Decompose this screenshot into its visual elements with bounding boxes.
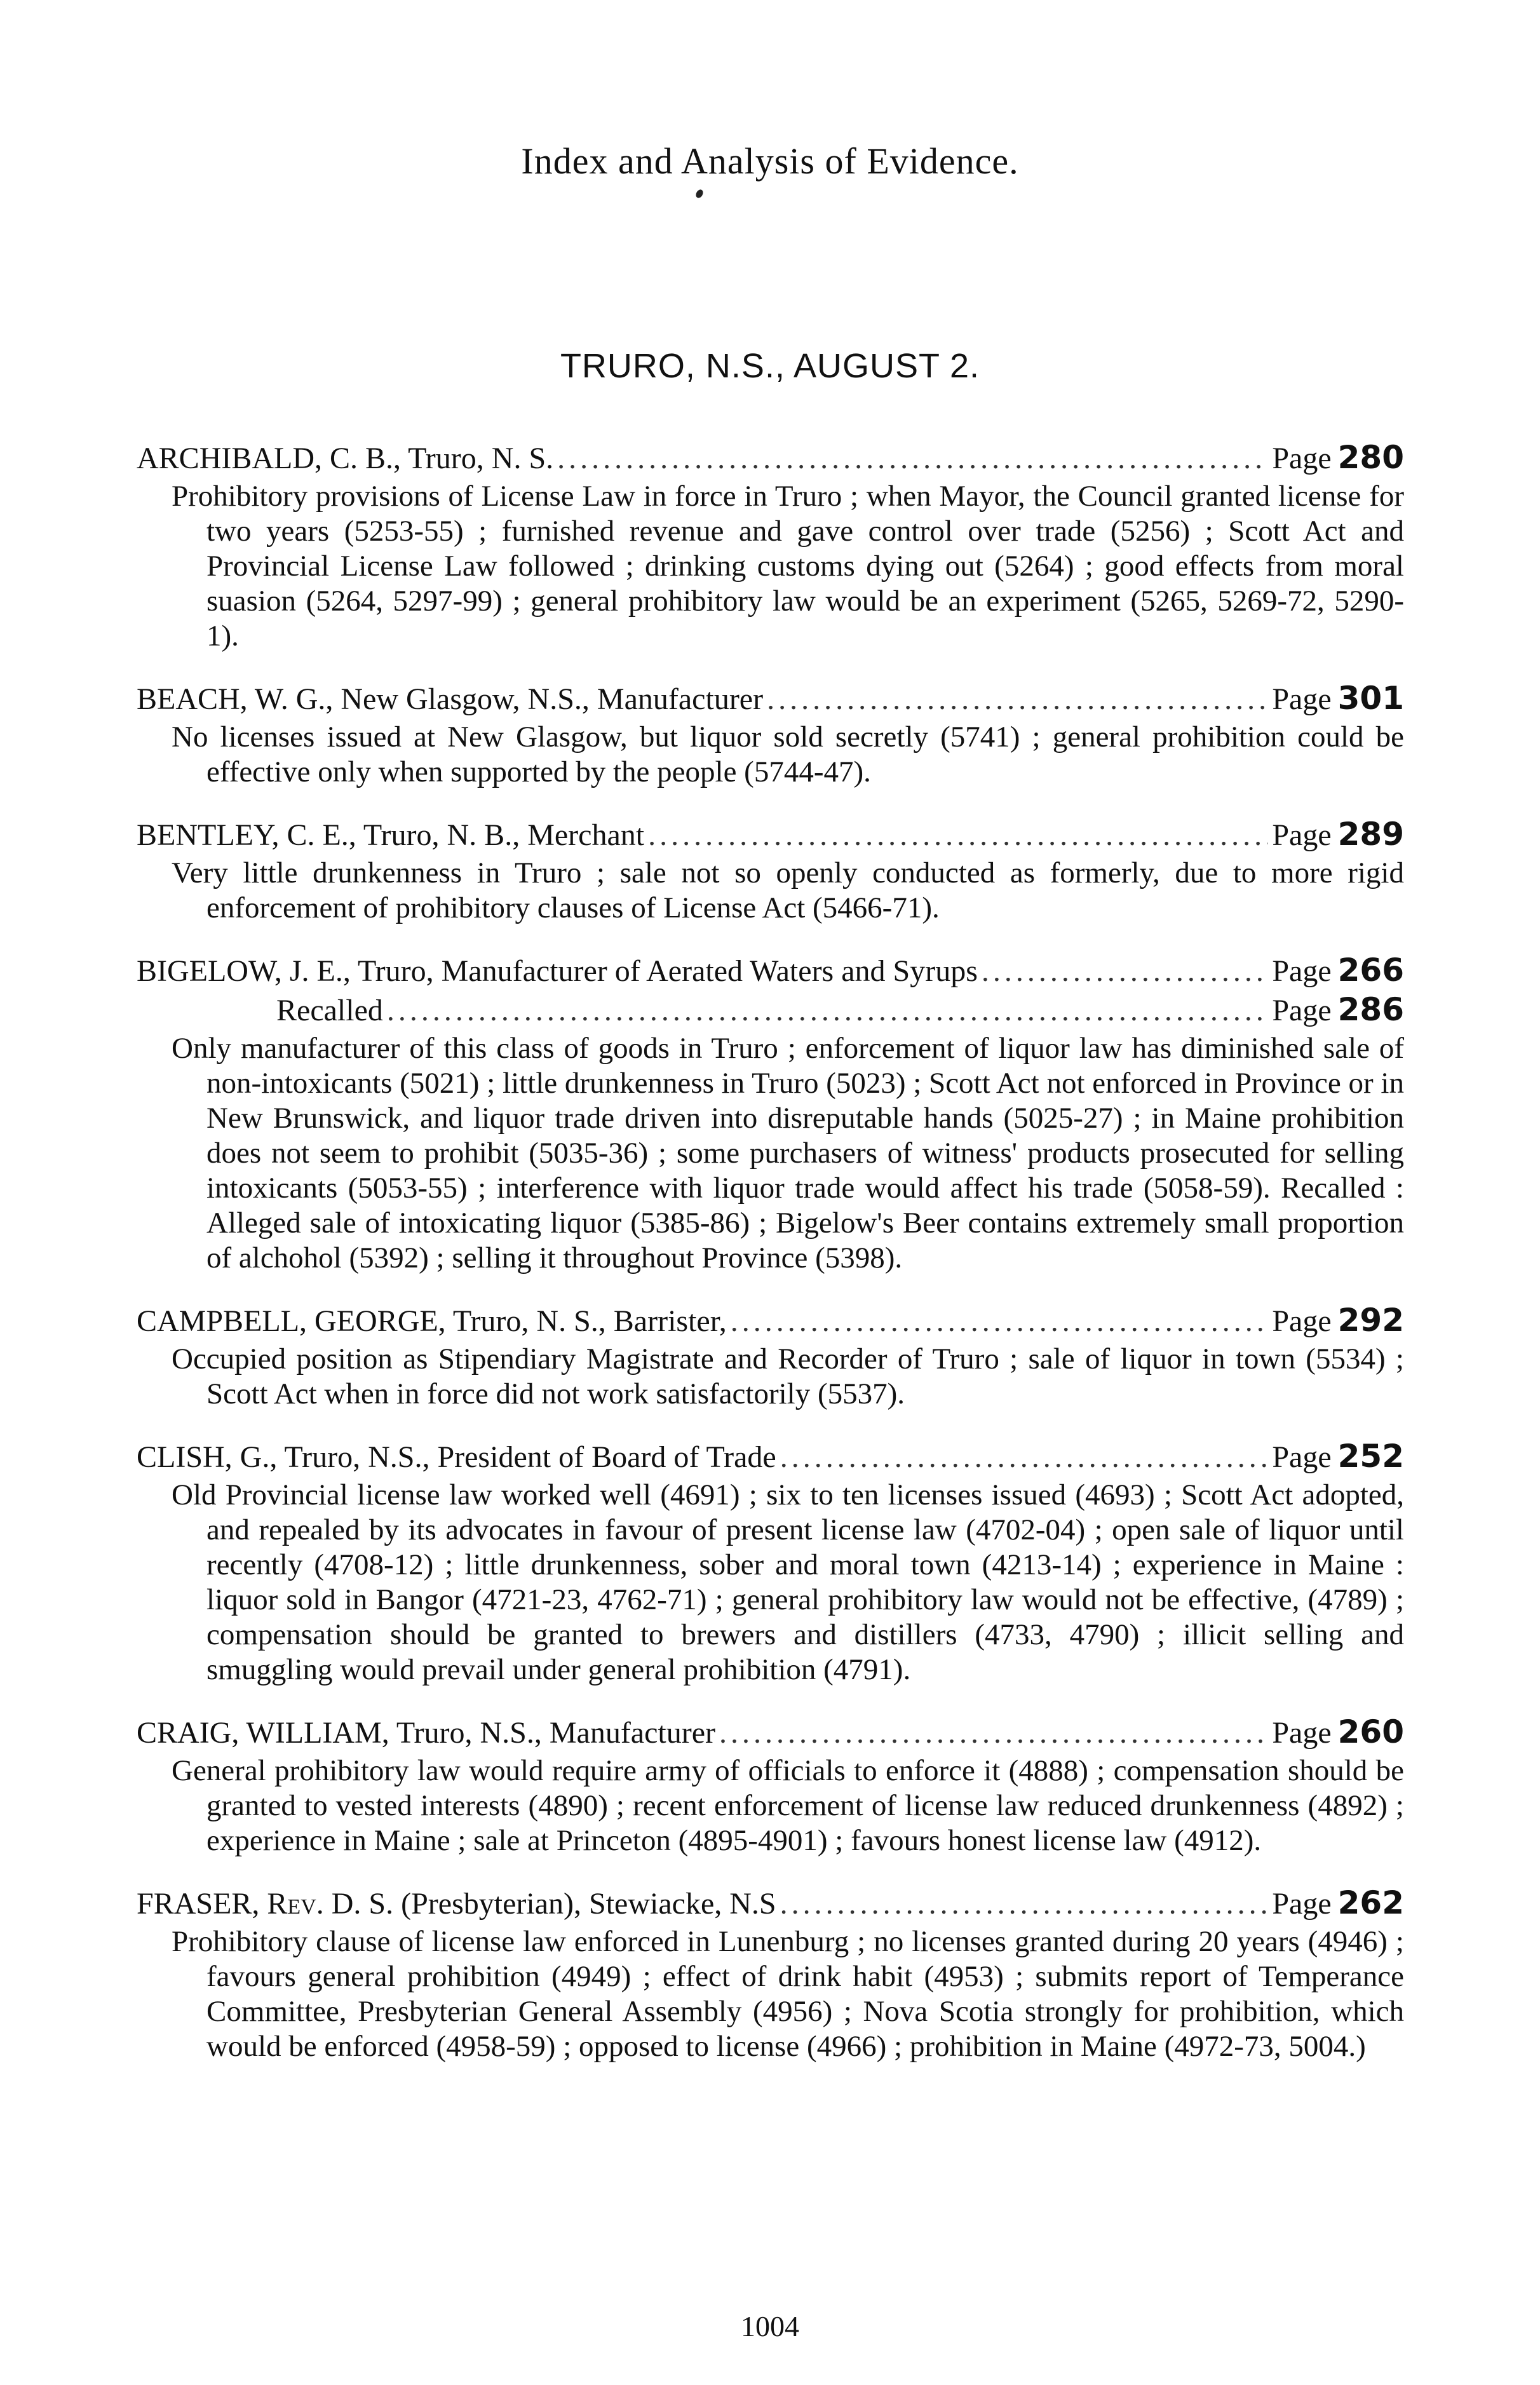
witness-name: BEACH, W. G., New Glasgow, N.S., Manufacturer xyxy=(137,682,764,716)
dot-leader xyxy=(767,680,1268,719)
page-reference xyxy=(1272,951,1404,990)
entry-heading xyxy=(137,951,1404,990)
page-title: Index and Analysis of Evidence. xyxy=(521,140,1019,182)
entry-craig xyxy=(137,1713,1404,1858)
page-label: Page xyxy=(1272,954,1332,988)
witness-name: ARCHIBALD, C. B., Truro, N. S. xyxy=(137,442,554,475)
entry-heading xyxy=(137,679,1404,719)
page-label: Page xyxy=(1272,1440,1332,1474)
page-label: Page xyxy=(1272,1716,1332,1750)
evidence-summary: Prohibitory provisions of License Law in force in Truro ; when Mayor, the Council granted license for two years (5253-55) ; furnished revenue and gave control over trade (5256) ; Scott Act and Provincial License Law followed ; drinking customs dying out (5264) ; good effects from moral suasion (5264, 5297-99) ; general prohibitory law would be an experiment (5265, 5269-72, 5290-1). xyxy=(172,480,1404,652)
witness-name xyxy=(137,1885,776,1923)
evidence-summary: Only manufacturer of this class of goods in Truro ; enforcement of liquor law has diminished sale of non-intoxicants (5021) ; little drunkenness in Truro (5023) ; Scott Act not enforced in Province or in New Brunswick, and liquor trade driven into disreputable hands (5025-27) ; in Maine prohibition does not seem to prohibit (5035-36) ; some purchasers of witness' products prosecuted for selling intoxicants (5053-55) ; interference with liquor trade would affect his trade (5058-59). Recalled : Alleged sale of intoxicating liquor (5385-86) ; Bigelow's Beer contains extremely small proportion of alchohol (5392) ; selling it throughout Province (5398). xyxy=(172,1032,1404,1274)
page-label: Page xyxy=(1272,442,1332,475)
page-label: Page xyxy=(1272,1304,1332,1338)
witness-name: BENTLEY, C. E., Truro, N. B., Merchant xyxy=(137,818,645,852)
page-label: Page xyxy=(1272,818,1332,852)
entry-heading xyxy=(137,1301,1404,1341)
dot-leader xyxy=(731,1302,1269,1341)
name-part: FRASER, xyxy=(137,1887,267,1921)
recalled-heading xyxy=(137,990,1404,1030)
page-reference xyxy=(1272,1713,1404,1752)
entry-heading xyxy=(137,1713,1404,1752)
page-reference xyxy=(1272,1301,1404,1341)
dot-leader xyxy=(982,952,1268,990)
page-reference xyxy=(1272,1437,1404,1476)
page-reference xyxy=(1272,438,1404,478)
page-reference xyxy=(1272,679,1404,719)
page-number: 262 xyxy=(1337,1884,1404,1921)
witness-name: BIGELOW, J. E., Truro, Manufacturer of Aerated Waters and Syrups xyxy=(137,954,978,988)
page-number: 252 xyxy=(1337,1438,1404,1475)
title-rev: Rev. xyxy=(267,1887,324,1921)
witness-name: CLISH, G., Truro, N.S., President of Board of Trade xyxy=(137,1440,776,1474)
page-number: 301 xyxy=(1337,680,1404,717)
name-part: D. S. (Presbyterian), Stewiacke, N.S xyxy=(323,1887,776,1921)
page-reference xyxy=(1272,1884,1404,1923)
recalled-label: Recalled xyxy=(276,994,383,1027)
dot-leader xyxy=(557,440,1268,478)
ink-speck xyxy=(694,188,705,199)
page-number: 292 xyxy=(1337,1302,1404,1339)
dot-leader xyxy=(719,1714,1268,1752)
page-label: Page xyxy=(1272,994,1332,1027)
page-reference xyxy=(1272,815,1404,855)
evidence-summary: Prohibitory clause of license law enforced in Lunenburg ; no licenses granted during 20 years (4946) ; favours general prohibition (4949) ; effect of drink habit (4953) ; submits report of Temperance Committee, Presbyterian General Assembly (4956) ; Nova Scotia strongly for prohibition, which would be enforced (4958-59) ; opposed to license (4966) ; prohibition in Maine (4972-73, 5004.) xyxy=(172,1925,1404,2063)
page-reference xyxy=(1272,990,1404,1030)
page-label: Page xyxy=(1272,682,1332,716)
entry-heading xyxy=(137,1884,1404,1923)
page-number: 266 xyxy=(1337,952,1404,989)
entry-beach xyxy=(137,679,1404,790)
entry-archibald xyxy=(137,438,1404,654)
evidence-summary: Old Provincial license law worked well (4691) ; six to ten licenses issued (4693) ; Scott Act adopted, and repealed by its advocates in favour of present license law (4702-04) ; open sale of liquor until recently (4708-12) ; little drunkenness, sober and moral town (4213-14) ; experience in Maine : liquor sold in Bangor (4721-23, 4762-71) ; general prohibitory law would not be effective, (4789) ; compensation should be granted to brewers and distillers (4733, 4790) ; illicit selling and smuggling would prevail under general prohibition (4791). xyxy=(172,1478,1404,1686)
page-number: 280 xyxy=(1337,439,1404,476)
entry-heading xyxy=(137,1437,1404,1476)
dot-leader xyxy=(780,1885,1269,1923)
entry-fraser xyxy=(137,1884,1404,2064)
evidence-summary: Very little drunkenness in Truro ; sale not so openly conducted as formerly, due to more rigid enforcement of prohibitory clauses of License Act (5466-71). xyxy=(172,856,1404,924)
entry-clish xyxy=(137,1437,1404,1687)
evidence-summary: General prohibitory law would require army of officials to enforce it (4888) ; compensation should be granted to vested interests (4890) ; recent enforcement of license law reduced drunkenness (4892) ; experience in Maine ; sale at Princeton (4895-4901) ; favours honest license law (4912). xyxy=(172,1754,1404,1857)
entry-heading xyxy=(137,438,1404,478)
page-number: 286 xyxy=(1337,991,1404,1028)
page-number: 260 xyxy=(1337,1713,1404,1750)
entry-bigelow xyxy=(137,951,1404,1276)
evidence-summary: Occupied position as Stipendiary Magistrate and Recorder of Truro ; sale of liquor in town (5534) ; Scott Act when in force did not work satisfactorily (5537). xyxy=(172,1342,1404,1410)
witness-name: CAMPBELL, GEORGE, Truro, N. S., Barrister, xyxy=(137,1304,727,1338)
witness-name: CRAIG, WILLIAM, Truro, N.S., Manufacturer xyxy=(137,1716,716,1750)
section-title: TRURO, N.S., AUGUST 2. xyxy=(560,347,980,385)
dot-leader xyxy=(387,992,1268,1030)
entry-heading xyxy=(137,815,1404,855)
page-footer-number: 1004 xyxy=(741,2310,799,2342)
index-entries xyxy=(137,438,1404,2090)
entry-bentley xyxy=(137,815,1404,926)
dot-leader xyxy=(648,816,1268,855)
dot-leader xyxy=(780,1438,1269,1476)
entry-campbell xyxy=(137,1301,1404,1412)
page-number: 289 xyxy=(1337,816,1404,853)
evidence-summary: No licenses issued at New Glasgow, but liquor sold secretly (5741) ; general prohibition could be effective only when supported by the people (5744-47). xyxy=(172,720,1404,788)
page-label: Page xyxy=(1272,1887,1332,1921)
